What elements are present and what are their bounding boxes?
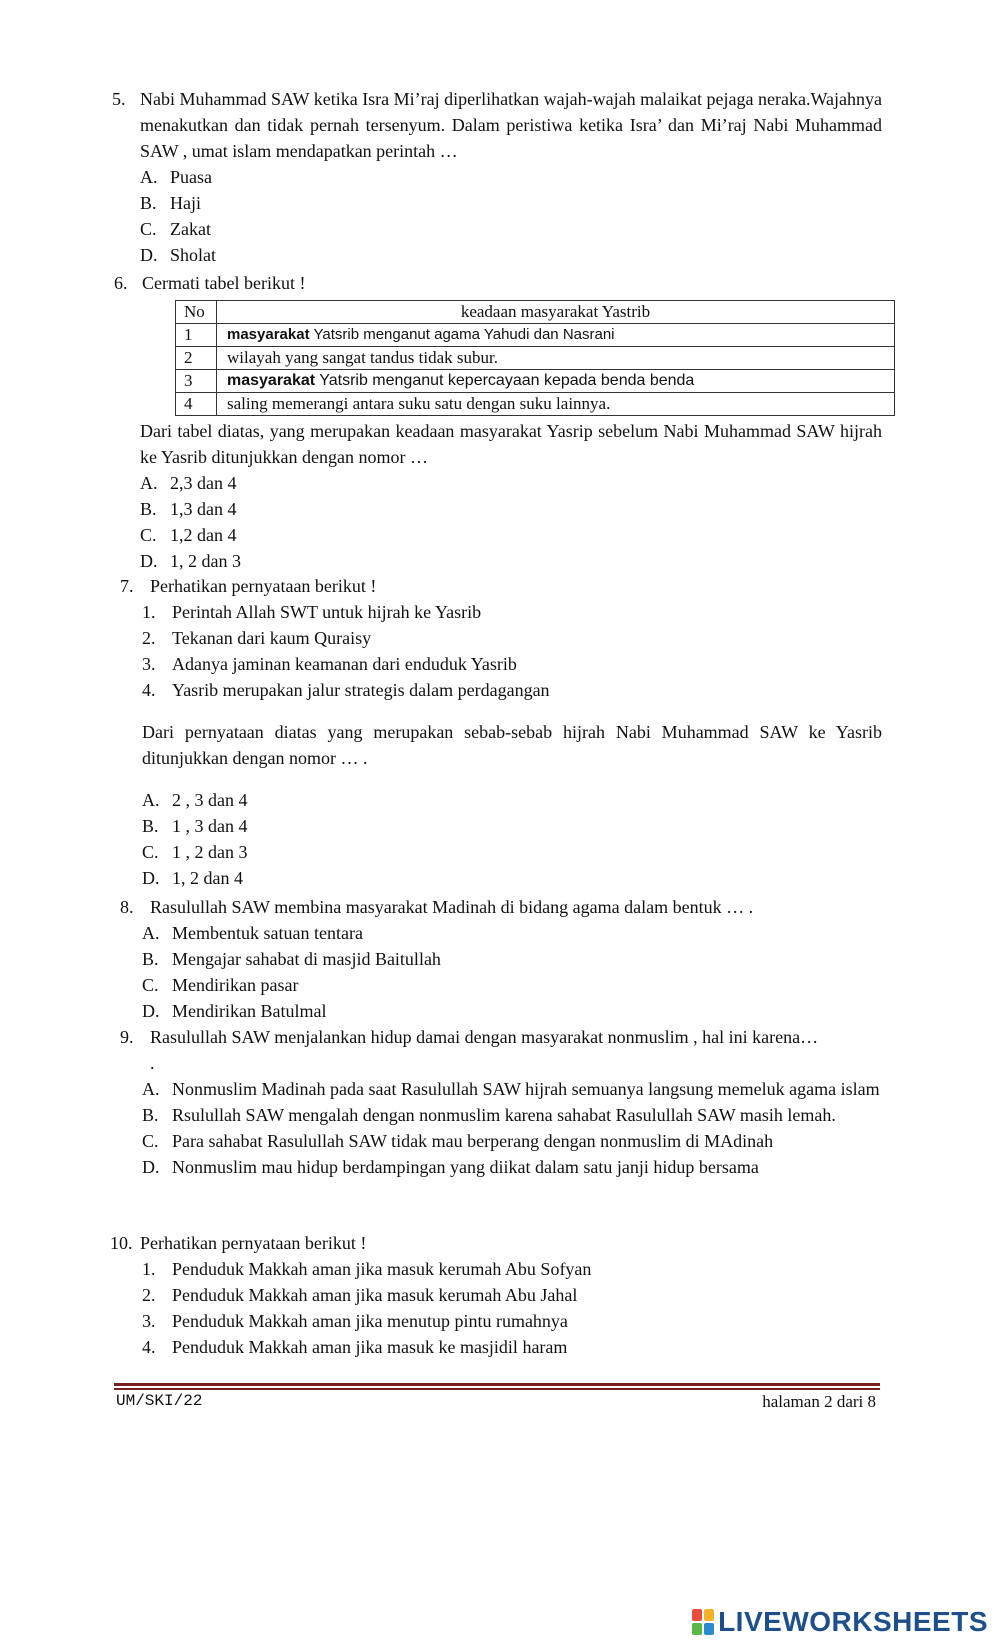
statement-item: 4. Penduduk Makkah aman jika masuk ke masjidil haram — [142, 1337, 568, 1357]
question-text: Perhatikan pernyataan berikut ! — [140, 1233, 367, 1253]
header-description: keadaan masyarakat Yastrib — [217, 301, 895, 324]
statement-list — [142, 1256, 882, 1360]
question-text: Cermati tabel berikut ! — [142, 273, 306, 293]
statement-item: 2. Penduduk Makkah aman jika masuk kerumah Abu Jahal — [142, 1285, 578, 1305]
question-8 — [120, 894, 882, 1024]
table-row: 1 masyarakat Yatsrib menganut agama Yahudi dan Nasrani — [176, 324, 895, 347]
question-number: 6. — [114, 273, 128, 293]
question-6 — [114, 270, 884, 296]
question-text: Dari tabel diatas, yang merupakan keadaan masyarakat Yasrip sebelum Nabi Muhammad SAW hijrah ke Yasrib ditunjukkan dengan nomor … — [140, 421, 882, 467]
answer-options — [140, 164, 882, 268]
option-a[interactable]: A. Puasa — [140, 167, 212, 187]
yastrib-table — [175, 300, 895, 416]
option-d[interactable]: D. Sholat — [140, 245, 217, 265]
footer-rule-thin — [114, 1388, 880, 1390]
statement-item: 3. Adanya jaminan keamanan dari enduduk Yasrib — [142, 654, 517, 674]
option-d[interactable]: D. 1, 2 dan 3 — [140, 551, 241, 571]
answer-options — [142, 787, 882, 891]
table-row: 4 saling memerangi antara suku satu dengan suku lainnya. — [176, 393, 895, 416]
option-d[interactable]: D. 1, 2 dan 4 — [142, 868, 243, 888]
question-number: 8. — [120, 897, 134, 917]
question-9 — [120, 1024, 882, 1180]
question-number: 9. — [120, 1027, 134, 1047]
option-a[interactable]: A. 2 , 3 dan 4 — [142, 790, 248, 810]
option-a[interactable]: A. Nonmuslim Madinah pada saat Rasulullah SAW hijrah semuanya langsung memeluk agama islam — [142, 1079, 880, 1099]
question-text: Rasulullah SAW menjalankan hidup damai dengan masyarakat nonmuslim , hal ini karena… — [150, 1027, 819, 1047]
option-b[interactable]: B. Rsulullah SAW mengalah dengan nonmuslim karena sahabat Rasulullah SAW masih lemah. — [142, 1105, 836, 1125]
answer-options — [140, 470, 882, 574]
statement-item: 1. Penduduk Makkah aman jika masuk kerumah Abu Sofyan — [142, 1259, 592, 1279]
brand-name: LIVEWORKSHEETS — [718, 1606, 988, 1637]
option-b[interactable]: B. Haji — [140, 193, 201, 213]
question-10 — [110, 1230, 882, 1360]
option-d[interactable]: D. Nonmuslim mau hidup berdampingan yang diikat dalam satu janji hidup bersama — [142, 1157, 759, 1177]
question-text-continued: . — [150, 1053, 155, 1073]
table-header-row — [176, 301, 895, 324]
page-number: halaman 2 dari 8 — [762, 1392, 876, 1411]
option-c[interactable]: C. 1 , 2 dan 3 — [142, 842, 248, 862]
question-5 — [112, 86, 882, 268]
question-text: Perhatikan pernyataan berikut ! — [150, 576, 377, 596]
option-b[interactable]: B. Mengajar sahabat di masjid Baitullah — [142, 949, 441, 969]
liveworksheets-brand[interactable] — [692, 1606, 988, 1638]
footer-rule — [114, 1383, 880, 1386]
table-row: 2 wilayah yang sangat tandus tidak subur. — [176, 347, 895, 370]
question-number: 5. — [112, 89, 126, 109]
question-6-prompt — [112, 418, 882, 574]
question-prompt: Dari pernyataan diatas yang merupakan sebab-sebab hijrah Nabi Muhammad SAW ke Yasrib ditunjukkan dengan nomor … . — [142, 722, 882, 768]
statement-item: 1. Perintah Allah SWT untuk hijrah ke Yasrib — [142, 602, 482, 622]
option-b[interactable]: B. 1 , 3 dan 4 — [142, 816, 248, 836]
liveworksheets-logo-icon — [692, 1609, 714, 1635]
option-a[interactable]: A. Membentuk satuan tentara — [142, 923, 363, 943]
header-no: No — [176, 301, 217, 324]
option-d[interactable]: D. Mendirikan Batulmal — [142, 1001, 327, 1021]
statement-list — [142, 599, 882, 703]
question-text: Nabi Muhammad SAW ketika Isra Mi’raj diperlihatkan wajah-wajah malaikat pejaga neraka.Wajahnya menakutkan dan tidak pernah tersenyum. Dalam peristiwa ketika Isra’ dan Mi’raj Nabi Muhammad SAW , umat islam mendapatkan perintah … — [140, 89, 882, 161]
statement-item: 3. Penduduk Makkah aman jika menutup pintu rumahnya — [142, 1311, 568, 1331]
option-c[interactable]: C. Para sahabat Rasulullah SAW tidak mau berperang dengan nonmuslim di MAdinah — [142, 1131, 774, 1151]
option-c[interactable]: C. Mendirikan pasar — [142, 975, 299, 995]
option-c[interactable]: C. Zakat — [140, 219, 211, 239]
question-7 — [120, 573, 882, 891]
answer-options — [142, 1076, 882, 1180]
option-a[interactable]: A. 2,3 dan 4 — [140, 473, 237, 493]
question-number: 7. — [120, 576, 134, 596]
option-b[interactable]: B. 1,3 dan 4 — [140, 499, 237, 519]
statement-item: 2. Tekanan dari kaum Quraisy — [142, 628, 372, 648]
document-code: UM/SKI/22 — [116, 1392, 203, 1410]
question-text: Rasulullah SAW membina masyarakat Madinah di bidang agama dalam bentuk … . — [150, 897, 754, 917]
answer-options — [142, 920, 882, 1024]
option-c[interactable]: C. 1,2 dan 4 — [140, 525, 237, 545]
question-number: 10. — [110, 1233, 133, 1253]
table-row: 3 masyarakat Yatsrib menganut kepercayaan kepada benda benda — [176, 370, 895, 393]
statement-item: 4. Yasrib merupakan jalur strategis dalam perdagangan — [142, 680, 550, 700]
